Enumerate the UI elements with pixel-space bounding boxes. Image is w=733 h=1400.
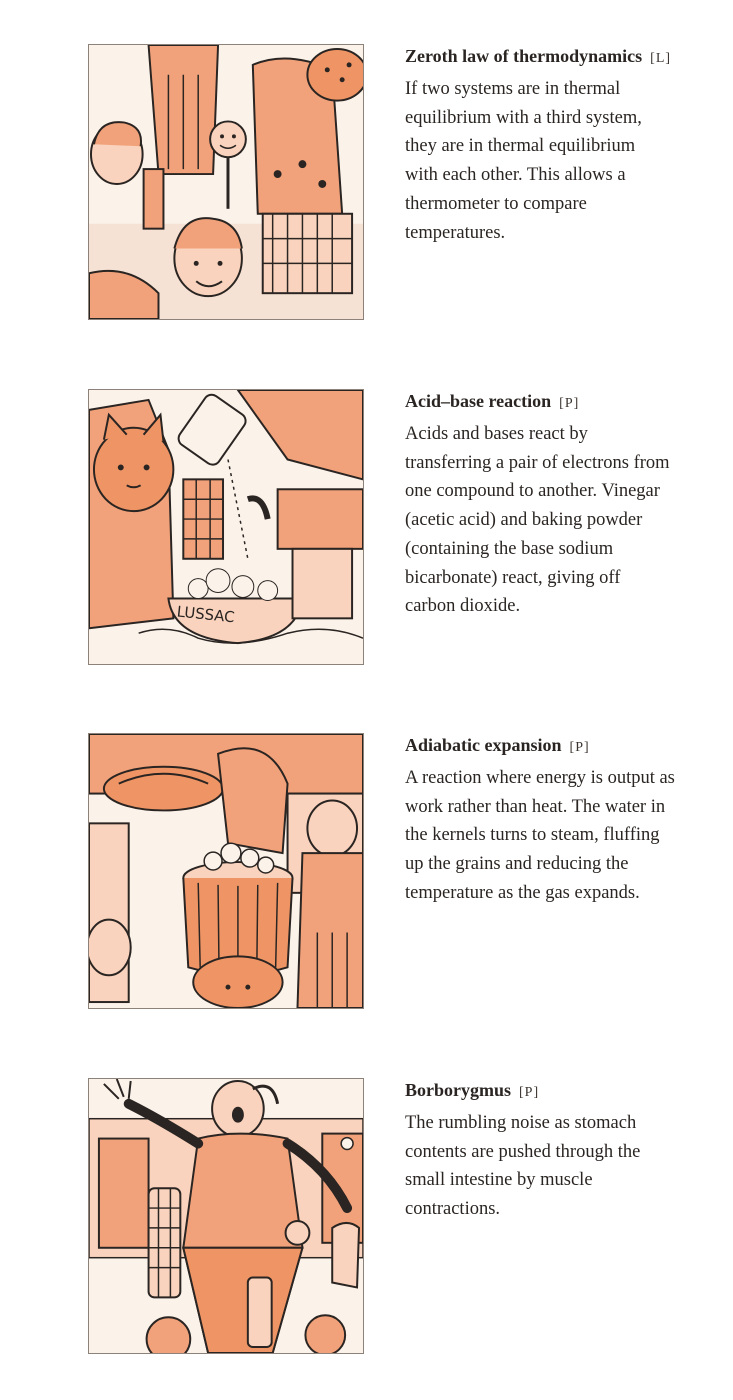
entry-category-tag: [P] (559, 396, 580, 411)
entry-text (405, 44, 723, 247)
entry-text (405, 1078, 723, 1224)
illustration-drawing (89, 1079, 363, 1353)
entry-title: Adiabatic expansion [P] (405, 735, 590, 755)
entry-category-tag: [P] (519, 1085, 540, 1100)
entry-zeroth-law (0, 44, 733, 324)
entry-text (405, 389, 723, 621)
entry-text (405, 733, 723, 908)
illustration-drawing (89, 45, 363, 319)
entry-category-tag: [L] (650, 51, 672, 66)
illustration-thermometer-crowd (88, 44, 364, 320)
entry-borborygmus (0, 1078, 733, 1358)
entry-description: A reaction where energy is output as work rather than heat. The water in the kernels turns to steam, fluffing up the grains and reducing the temperature as the gas expands. (405, 768, 675, 903)
entry-acid-base-reaction (0, 389, 733, 669)
illustration-popcorn-pot (88, 733, 364, 1009)
illustration-cat-and-fizzing-bowl (88, 389, 364, 665)
illustration-rumbling-stomach (88, 1078, 364, 1354)
entry-category-tag: [P] (569, 740, 590, 755)
illustration-label-lussac: LUSSAC (175, 602, 236, 627)
entry-title: Acid–base reaction [P] (405, 391, 580, 411)
entry-description: Acids and bases react by transferring a pair of electrons from one compound to another. Vinegar (acetic acid) and baking powder (containing the base sodium bicarbonate) react, giving off carbon dioxide. (405, 424, 670, 617)
illustration-drawing (89, 390, 363, 664)
entry-title: Borborygmus [P] (405, 1080, 540, 1100)
entry-description: The rumbling noise as stomach contents are pushed through the small intestine by muscle contractions. (405, 1113, 641, 1220)
entry-description: If two systems are in thermal equilibrium with a third system, they are in thermal equilibrium with each other. This allows a thermometer to compare temperatures. (405, 79, 642, 243)
illustration-drawing (89, 734, 363, 1008)
entry-adiabatic-expansion (0, 733, 733, 1013)
entry-title: Zeroth law of thermodynamics [L] (405, 46, 672, 66)
